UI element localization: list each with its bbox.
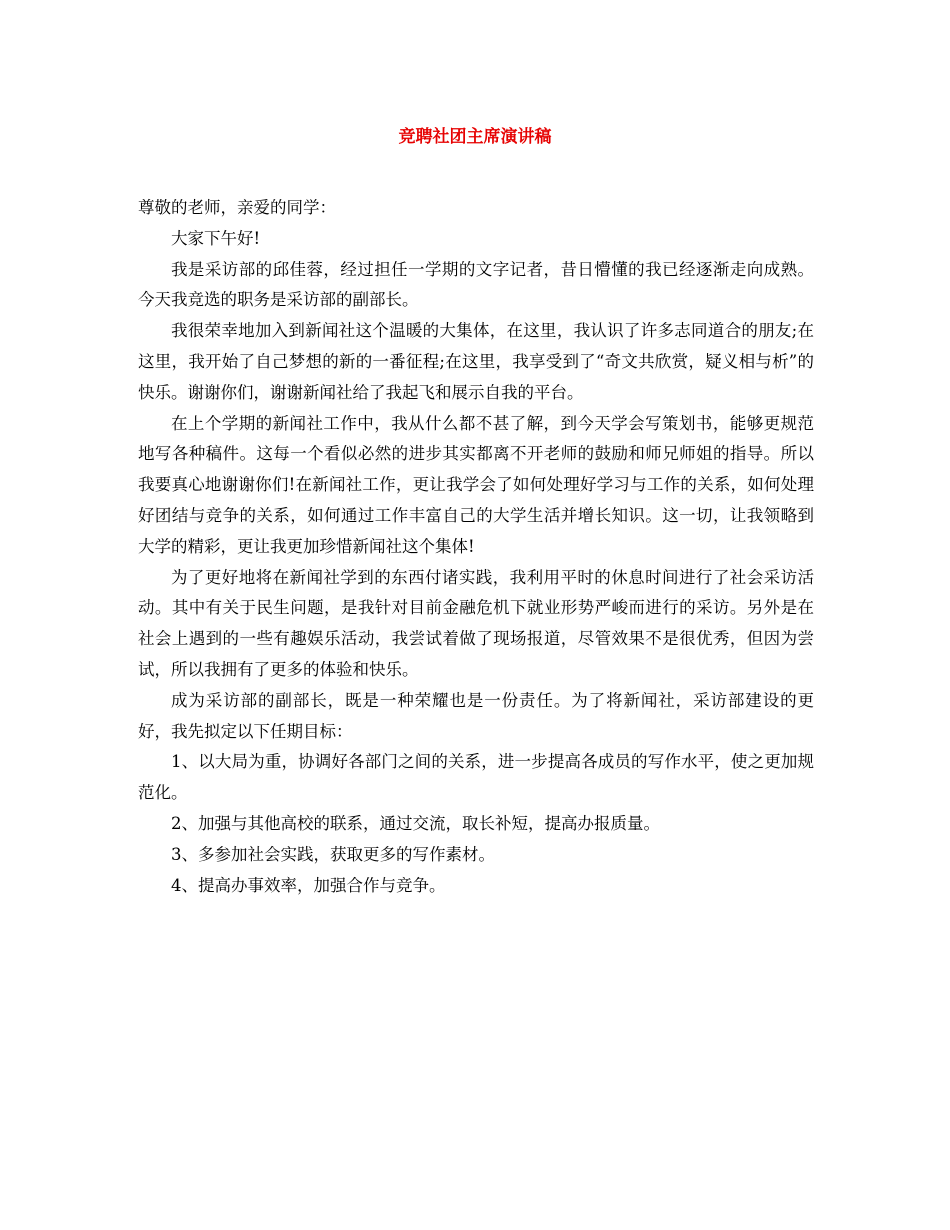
paragraph-joining-news-club: 我很荣幸地加入到新闻社这个温暖的大集体，在这里，我认识了许多志同道合的朋友;在这里，我开始了自己梦想的新的一番征程;在这里，我享受到了“奇文共欣赏，疑义相与析”的快乐。谢谢你们，谢谢新闻社给了我起飞和展示自我的平台。 [138,321,814,402]
paragraph-last-semester-work: 在上个学期的新闻社工作中，我从什么都不甚了解，到今天学会写策划书，能够更规范地写各种稿件。这每一个看似必然的进步其实都离不开老师的鼓励和师兄师姐的指导。所以我要真心地谢谢你们!在新闻社工作，更让我学会了如何处理好学习与工作的关系，如何处理好团结与竞争的关系，如何通过工作丰富自己的大学生活并增长知识。这一切，让我领略到大学的精彩，更让我更加珍惜新闻社这个集体! [138,413,814,556]
document-title: 竞聘社团主席演讲稿 [398,127,552,147]
paragraph-term-goals-intro: 成为采访部的副部长，既是一种荣耀也是一份责任。为了将新闻社，采访部建设的更好，我先拟定以下任期目标： [138,690,814,741]
paragraph-greeting: 大家下午好! [171,228,261,248]
document-body [138,193,814,901]
paragraph-practice-activities: 为了更好地将在新闻社学到的东西付诸实践，我利用平时的休息时间进行了社会采访活动。其中有关于民生问题，是我针对目前金融危机下就业形势严峻而进行的采访。另外是在社会上遇到的一些有趣娱乐活动，我尝试着做了现场报道，尽管效果不是很优秀，但因为尝试，所以我拥有了更多的体验和快乐。 [138,567,814,679]
list-item-goal-3: 3、多参加社会实践，获取更多的写作素材。 [171,844,495,864]
list-item-goal-2: 2、加强与其他高校的联系，通过交流，取长补短，提高办报质量。 [171,813,660,833]
list-item-goal-4: 4、提高办事效率，加强合作与竞争。 [171,875,446,895]
paragraph-introduction: 我是采访部的邱佳蓉，经过担任一学期的文字记者，昔日懵懂的我已经逐渐走向成熟。今天我竞选的职务是采访部的副部长。 [138,259,814,310]
salutation: 尊敬的老师，亲爱的同学： [138,198,336,217]
list-item-goal-1: 1、以大局为重，协调好各部门之间的关系，进一步提高各成员的写作水平，使之更加规范化。 [138,752,814,803]
